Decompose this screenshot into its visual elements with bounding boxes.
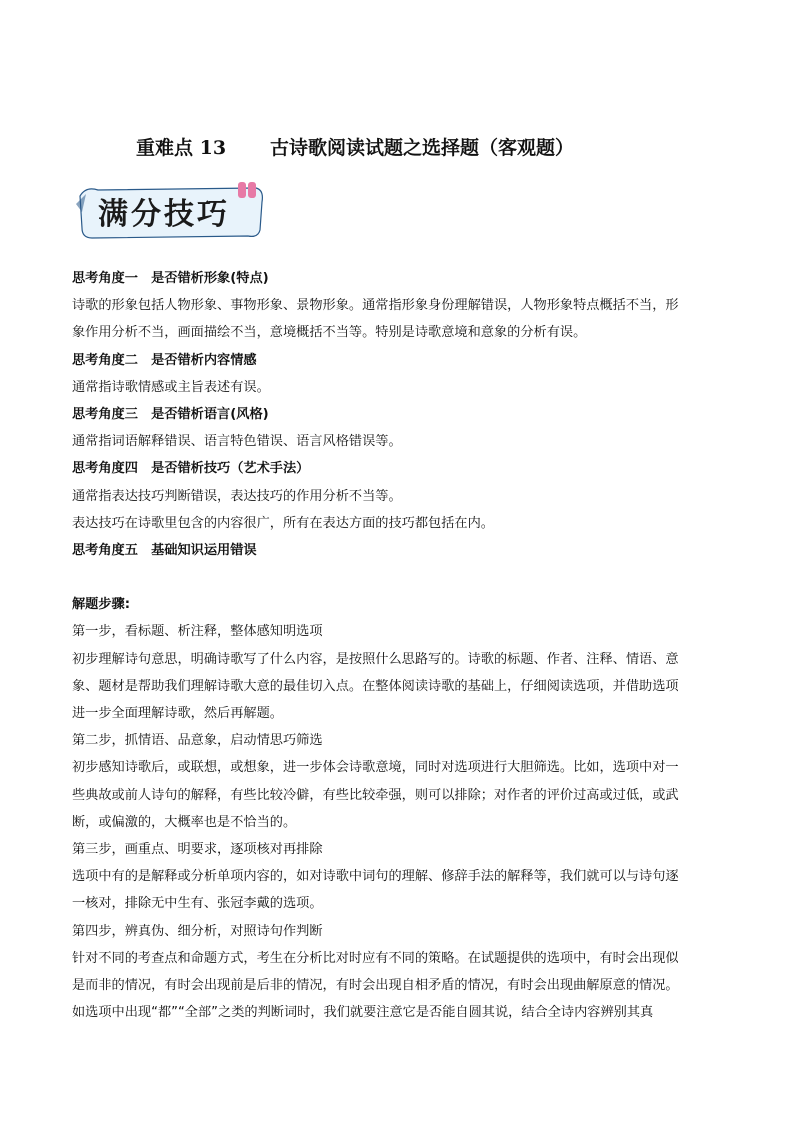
steps-heading: 解题步骤: (72, 597, 131, 613)
body-line: 通常指诗歌情感或主旨表述有误。 (72, 379, 270, 395)
body-line: 是而非的情况，有时会出现前是后非的情况，有时会出现自相矛盾的情况，有时会出现曲解原意的情况。 (72, 977, 679, 993)
body-line: 针对不同的考查点和命题方式，考生在分析比对时应有不同的策略。在试题提供的选项中，有时会出现似 (72, 950, 679, 966)
body-line: 表达技巧在诗歌里包含的内容很广，所有在表达方面的技巧都包括在内。 (72, 515, 494, 531)
body-line: 通常指表达技巧判断错误，表达技巧的作用分析不当等。 (72, 488, 402, 504)
section-heading: 思考角度四 是否错析技巧（艺术手法） (72, 461, 310, 477)
body-line: 初步感知诗歌后，或联想，或想象，进一步体会诗歌意境，同时对选项进行大胆筛选。比如，选项中对一 (72, 760, 679, 776)
body-line: 些典故或前人诗句的解释，有些比较冷僻，有些比较牵强，则可以排除；对作者的评价过高或过低，或武 (72, 787, 679, 803)
spacer (72, 564, 722, 591)
section-heading: 思考角度二 是否错析内容情感 (72, 352, 257, 368)
paperclip-icon (238, 182, 246, 198)
title-main: 古诗歌阅读试题之选择题（客观题） (270, 137, 575, 159)
body-line: 象作用分析不当，画面描绘不当，意境概括不当等。特别是诗歌意境和意象的分析有误。 (72, 325, 587, 341)
section-3 (72, 401, 722, 455)
step-title: 第一步，看标题、析注释，整体感知明选项 (72, 624, 323, 640)
body-line: 一核对，排除无中生有、张冠李戴的选项。 (72, 896, 323, 912)
section-1 (72, 265, 722, 347)
section-heading: 思考角度三 是否错析语言(风格) (72, 406, 269, 422)
body-line: 通常指词语解释错误、语言特色错误、语言风格错误等。 (72, 434, 402, 450)
steps-section (72, 591, 722, 1026)
body-line: 选项中有的是解释或分析单项内容的，如对诗歌中词句的理解、修辞手法的解释等，我们就可以与诗句逐 (72, 869, 679, 885)
body-line: 象、题材是帮助我们理解诗歌大意的最佳切入点。在整体阅读诗歌的基础上，仔细阅读选项，并借助选项 (72, 678, 679, 694)
section-heading: 思考角度五 基础知识运用错误 (72, 542, 257, 558)
step-title: 第四步，辨真伪、细分析，对照诗句作判断 (72, 923, 323, 939)
body-line: 初步理解诗句意思，明确诗歌写了什么内容，是按照什么思路写的。诗歌的标题、作者、注释、情语、意 (72, 651, 679, 667)
step-title: 第三步，画重点、明要求，逐项核对再排除 (72, 841, 323, 857)
badge-banner (76, 182, 266, 242)
body-line: 诗歌的形象包括人物形象、事物形象、景物形象。通常指形象身份理解错误，人物形象特点概括不当，形 (72, 298, 679, 314)
section-4 (72, 455, 722, 537)
section-5 (72, 537, 722, 564)
section-heading: 思考角度一 是否错析形象(特点) (72, 271, 269, 286)
body-line: 断，或偏激的，大概率也是不恰当的。 (72, 814, 297, 830)
body-line: 如选项中出现“都”“全部”之类的判断词时，我们就要注意它是否能自圆其说，结合全诗内容辨别其真 (72, 1005, 654, 1021)
badge-text: 满分技巧 (98, 197, 230, 232)
section-2 (72, 347, 722, 401)
step-title: 第二步，抓情语、品意象，启动情思巧筛选 (72, 733, 323, 749)
content-body (72, 265, 722, 1026)
title-prefix: 重难点 13 (136, 137, 227, 159)
body-line: 进一步全面理解诗歌，然后再解题。 (72, 706, 283, 721)
